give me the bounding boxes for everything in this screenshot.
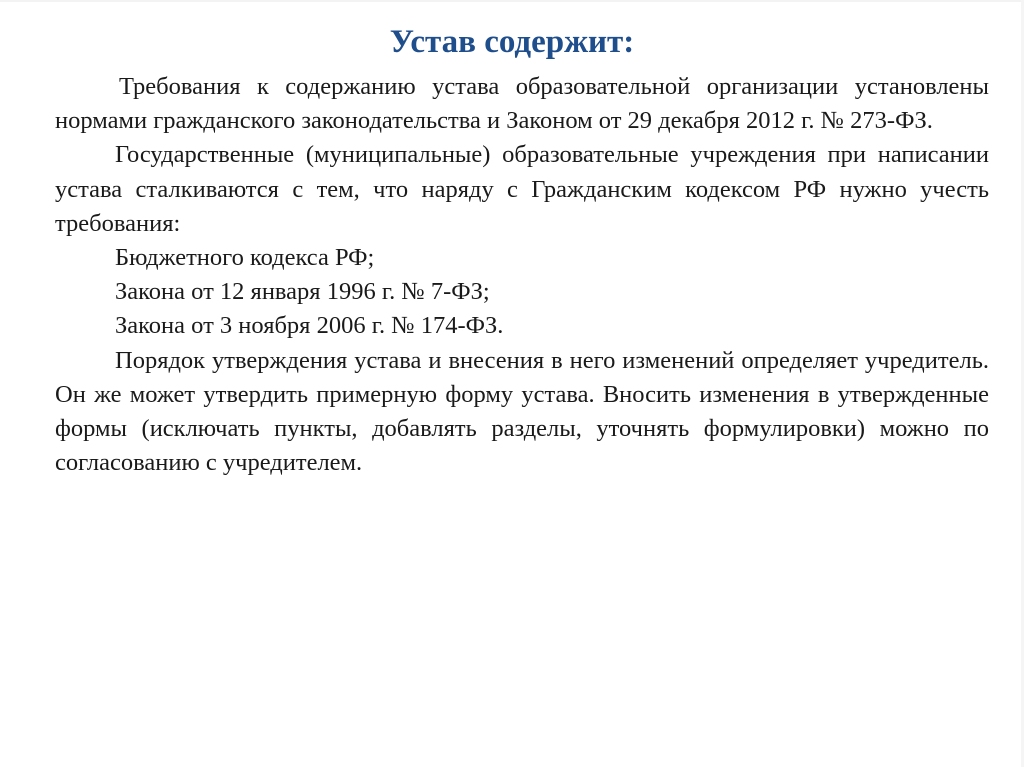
paragraph-approval-procedure: Порядок утверждения устава и внесения в него изменений определяет учредитель. Он же может утвердить примерную форму устава. Вносить изменения в утвержденные формы (исключать пункты, добавлять разделы, уточнять формулировки) можно по согласованию с учредителем.	[55, 346, 989, 477]
list-item-law-7-fz: Закона от 12 января 1996 г. № 7-ФЗ;	[115, 278, 490, 306]
paragraph-state-institutions: Государственные (муниципальные) образовательные учреждения при написании устава сталкиваются с тем, что наряду с Гражданским кодексом РФ нужно учесть требования:	[55, 141, 989, 237]
list-item-budget-code: Бюджетного кодекса РФ;	[115, 244, 375, 272]
slide-body	[55, 70, 989, 480]
slide-top-border	[0, 0, 1024, 2]
slide-title: Устав содержит:	[389, 24, 635, 60]
list-item-law-174-fz: Закона от 3 ноября 2006 г. № 174-ФЗ.	[115, 312, 504, 340]
paragraph-charter-requirements: Требования к содержанию устава образовательной организации установлены нормами гражданского законодательства и Законом от 29 декабря 2012 г. № 273-ФЗ.	[55, 73, 989, 135]
